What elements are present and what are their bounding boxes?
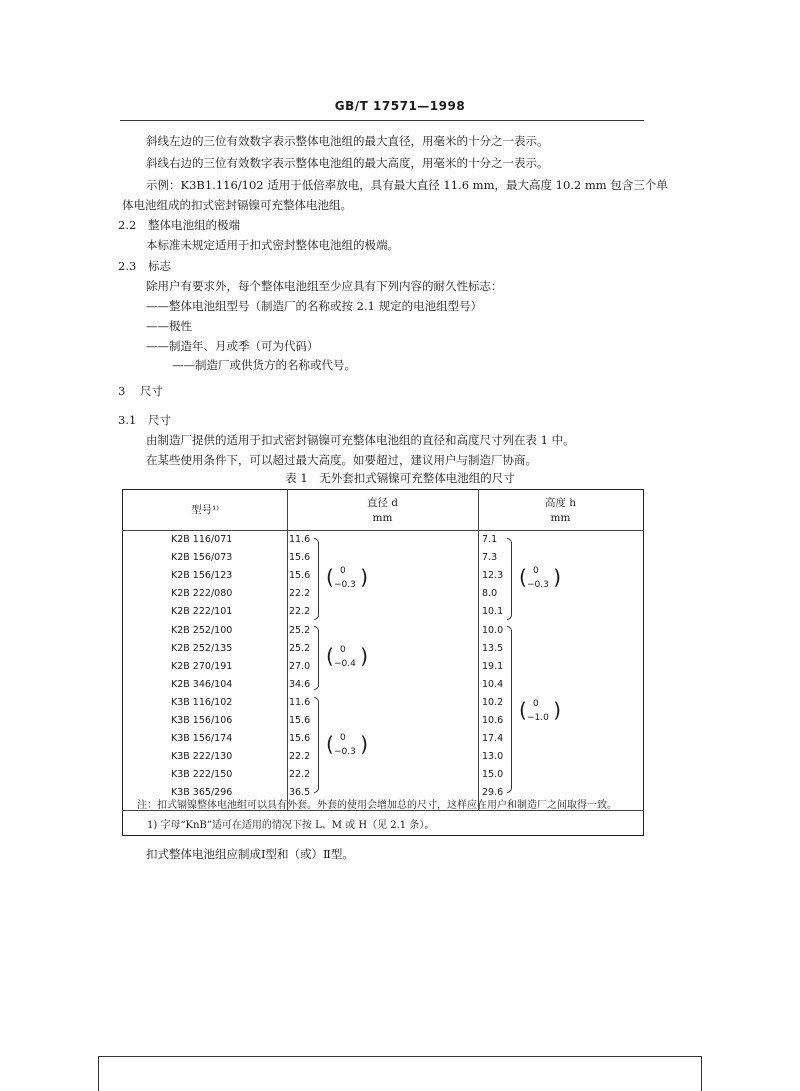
cell-model: K2B 252/135 (171, 642, 233, 654)
tolerance-bracket (519, 564, 561, 594)
diameter-tolerance-group-1 (326, 564, 356, 592)
cell-height: 10.0 (482, 624, 504, 636)
marking-item-4: ——制造厂或供货方的名称或代号。 (172, 358, 356, 372)
marking-item-1: ——整体电池组型号（制造厂的名称或按 2.1 规定的电池组型号） (146, 299, 483, 313)
footer-border (701, 1056, 702, 1091)
footer-border (98, 1056, 99, 1091)
tolerance-upper: 0 (340, 733, 346, 743)
section-title: 标志 (148, 259, 171, 273)
cell-height: 7.1 (482, 534, 498, 545)
cell-model: K2B 346/104 (171, 678, 233, 690)
marking-item-3: ——制造年、月或季（可为代码） (146, 339, 319, 353)
tolerance-lower: −1.0 (527, 713, 549, 723)
cell-model: K2B 222/101 (171, 606, 233, 618)
cell-diameter: 27.0 (289, 660, 311, 672)
cell-height: 13.5 (482, 642, 504, 654)
tolerance-lower: −0.3 (334, 747, 356, 757)
header-rule (120, 120, 644, 121)
column-header-diameter: 直径 d (366, 497, 399, 509)
section-2-3-heading (118, 258, 171, 274)
cell-model: K3B 156/106 (171, 715, 233, 726)
column-header-height: 高度 h (544, 497, 577, 509)
cell-model: K3B 156/174 (171, 733, 233, 745)
cell-diameter: 22.2 (289, 751, 311, 763)
section-number: 2.3 (118, 259, 137, 273)
cell-model: K2B 156/073 (171, 552, 233, 564)
tolerance-bracket (326, 564, 368, 594)
height-tolerance-group-2 (519, 697, 549, 725)
cell-height: 7.3 (482, 552, 498, 564)
tolerance-brace (314, 538, 319, 620)
cell-height: 10.4 (482, 678, 504, 690)
cell-diameter: 36.5 (289, 787, 311, 799)
cell-model: K3B 116/102 (171, 696, 233, 708)
cell-diameter: 15.6 (289, 570, 311, 582)
marking-item-2: ——极性 (146, 319, 192, 333)
cell-model: K2B 156/123 (171, 570, 233, 582)
table-header-rule (123, 530, 643, 531)
cell-diameter: 22.2 (289, 588, 311, 600)
table-divider (287, 490, 288, 810)
tolerance-upper: 0 (533, 699, 539, 709)
cell-diameter: 25.2 (289, 642, 311, 654)
section-2-3-text: 除用户有要求外，每个整体电池组至少应具有下列内容的耐久性标志： (146, 279, 503, 293)
footer-rule (98, 1056, 702, 1057)
section-2-2-heading (118, 217, 240, 233)
tolerance-upper: 0 (340, 566, 346, 576)
cell-model: K2B 116/071 (171, 534, 233, 545)
cell-height: 10.2 (482, 696, 504, 708)
column-header-diameter-unit: mm (372, 512, 393, 524)
cell-height: 19.1 (482, 660, 504, 672)
cell-diameter: 25.2 (289, 624, 311, 636)
height-tolerance-group-1 (519, 564, 549, 592)
tolerance-brace (314, 697, 319, 793)
cell-diameter: 11.6 (289, 696, 311, 708)
cell-height: 10.6 (482, 715, 504, 726)
table-note-2: 1) 字母“KnB”适可在适用的情况下按 L、M 或 H（见 2.1 条）。 (147, 820, 435, 831)
section-title: 尺寸 (148, 413, 171, 427)
table-caption: 表 1 无外套扣式镉镍可充整体电池组的尺寸 (285, 471, 515, 485)
column-header-model: 型号¹⁾ (191, 504, 219, 516)
cell-height: 8.0 (482, 588, 498, 600)
section-3-1-heading (118, 412, 171, 428)
tolerance-bracket (326, 643, 368, 673)
paragraph-4: 体电池组成的扣式密封镉镍可充整体电池组。 (122, 198, 352, 212)
paragraph-2: 斜线右边的三位有效数字表示整体电池组的最大高度，用毫米的十分之一表示。 (146, 156, 549, 170)
tolerance-bracket (519, 697, 561, 727)
cell-diameter: 15.6 (289, 552, 311, 564)
tolerance-brace (314, 626, 319, 690)
cell-model: K2B 270/191 (171, 660, 233, 672)
cell-diameter: 11.6 (289, 534, 311, 545)
table-divider (478, 490, 479, 810)
cell-height: 17.4 (482, 733, 504, 745)
paragraph-1: 斜线左边的三位有效数字表示整体电池组的最大直径，用毫米的十分之一表示。 (146, 134, 549, 148)
closing-text: 扣式整体电池组应制成Ⅰ型和（或）Ⅱ型。 (146, 847, 354, 861)
cell-height: 13.0 (482, 751, 504, 763)
tolerance-lower: −0.3 (527, 580, 549, 590)
section-3-heading (118, 383, 163, 399)
cell-model: K3B 222/150 (171, 769, 233, 781)
section-number: 3 (118, 384, 126, 398)
section-2-2-text: 本标准未规定适用于扣式密封整体电池组的极端。 (146, 238, 399, 252)
section-title: 整体电池组的极端 (148, 218, 240, 232)
tolerance-bracket (326, 731, 368, 761)
section-number: 3.1 (118, 413, 137, 427)
cell-height: 10.1 (482, 606, 504, 618)
cell-diameter: 34.6 (289, 678, 311, 690)
tolerance-upper: 0 (340, 645, 346, 655)
cell-model: K3B 222/130 (171, 751, 233, 763)
tolerance-brace (507, 538, 512, 620)
section-number: 2.2 (118, 218, 137, 232)
section-3-1-line-1: 由制造厂提供的适用于扣式密封镉镍可充整体电池组的直径和高度尺寸列在表 1 中。 (146, 433, 575, 447)
cell-diameter: 15.6 (289, 733, 311, 745)
table-note-1: 注：扣式镉镍整体电池组可以具有外套。外套的使用会增加总的尺寸，这样应在用户和制造厂之间取得一致。 (137, 800, 617, 811)
page-header-code: GB/T 17571—1998 (334, 99, 466, 113)
tolerance-brace (507, 626, 512, 793)
column-header-height-unit: mm (550, 512, 571, 524)
tolerance-upper: 0 (533, 566, 539, 576)
diameter-tolerance-group-2 (326, 643, 356, 671)
cell-model: K2B 222/080 (171, 588, 233, 600)
cell-height: 29.6 (482, 787, 504, 799)
cell-diameter: 15.6 (289, 715, 311, 726)
cell-diameter: 22.2 (289, 769, 311, 781)
dimensions-table (122, 489, 644, 836)
cell-model: K2B 252/100 (171, 624, 233, 636)
paragraph-3: 示例：K3B1.116/102 适用于低倍率放电，具有最大直径 11.6 mm，最大高度 10.2 mm 包含三个单 (146, 178, 668, 192)
cell-height: 12.3 (482, 570, 504, 582)
section-3-1-line-2: 在某些使用条件下，可以超过最大高度。如要超过，建议用户与制造厂协商。 (146, 453, 537, 467)
tolerance-lower: −0.4 (334, 659, 356, 669)
cell-diameter: 22.2 (289, 606, 311, 618)
section-title: 尺寸 (140, 384, 163, 398)
cell-height: 15.0 (482, 769, 504, 781)
diameter-tolerance-group-3 (326, 731, 356, 759)
tolerance-lower: −0.3 (334, 580, 356, 590)
cell-model: K3B 365/296 (171, 787, 233, 799)
